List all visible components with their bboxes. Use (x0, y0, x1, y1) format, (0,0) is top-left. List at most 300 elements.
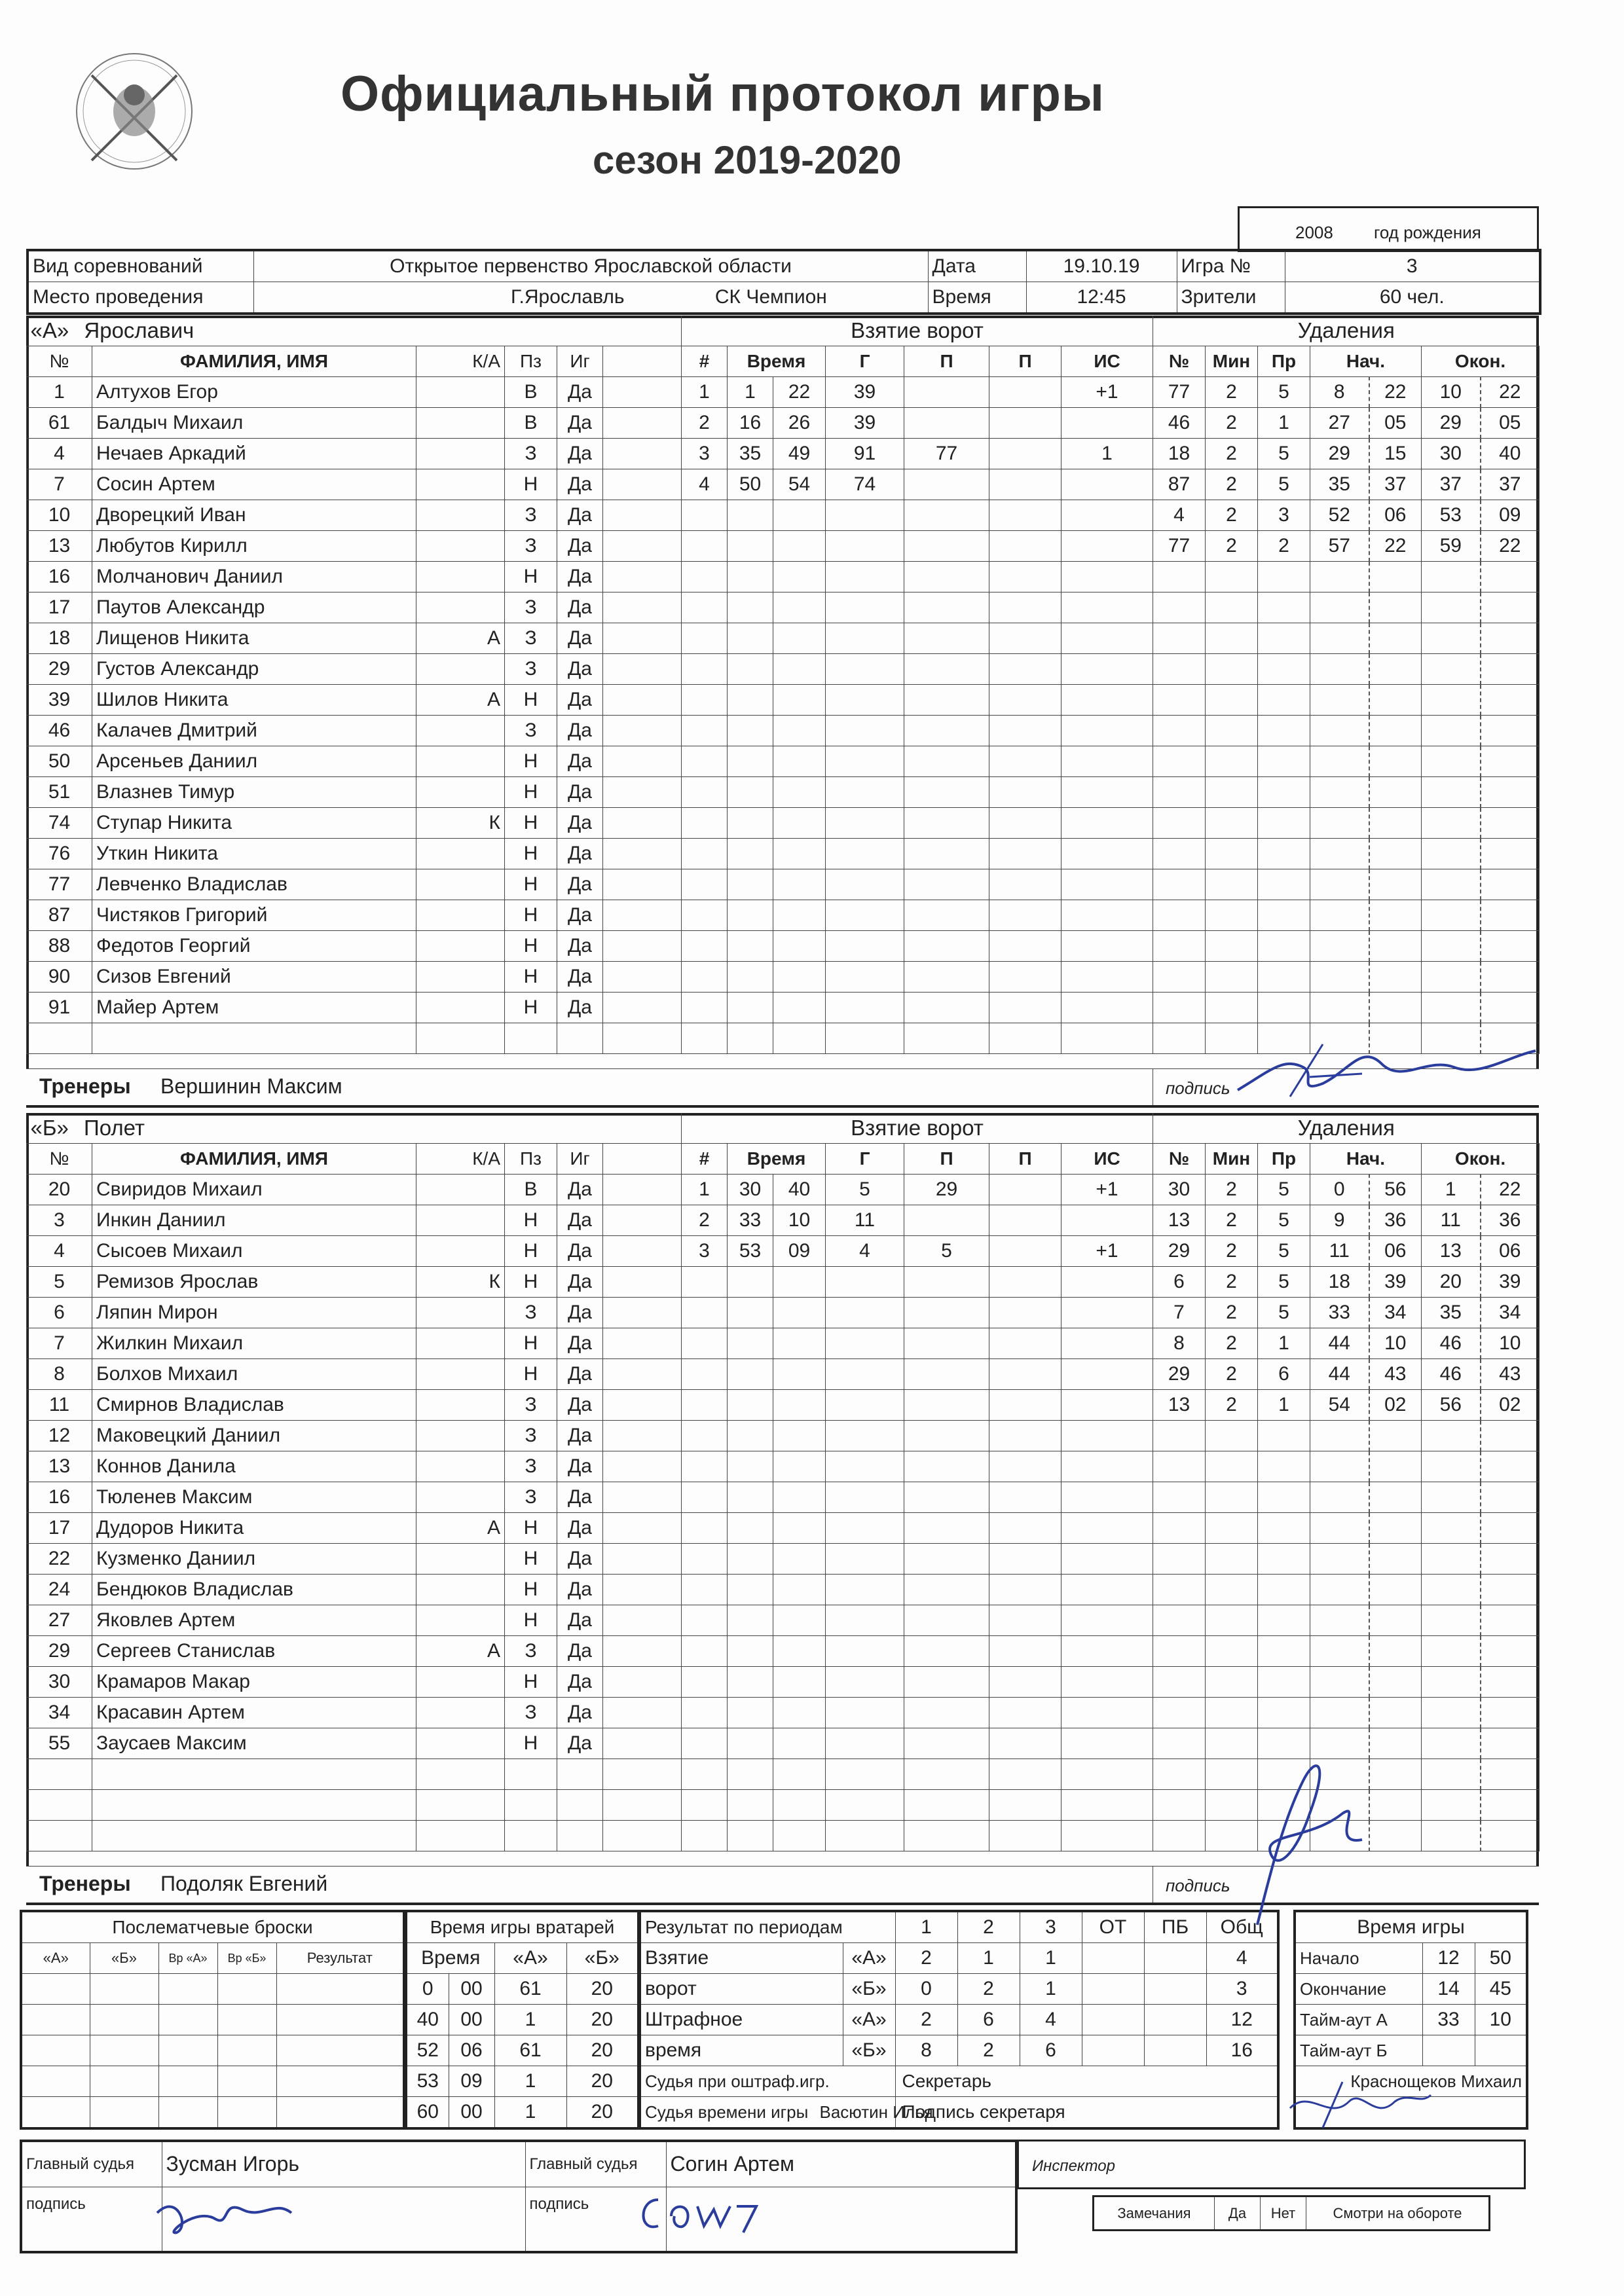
goal-cell (773, 962, 826, 993)
goal-cell (826, 1636, 904, 1667)
goals-b-total: 3 (1206, 1974, 1278, 2005)
penalty-cell: 34 (1369, 1298, 1422, 1328)
penalty-cell: 10 (1422, 377, 1481, 408)
penalty-cell (1206, 746, 1258, 777)
goal-cell (773, 500, 826, 531)
penalty-cell (1310, 777, 1369, 808)
penalty-row (1153, 562, 1540, 592)
goal-cell (904, 1451, 989, 1482)
player-position: Н (505, 993, 557, 1023)
player-position: Н (505, 1328, 557, 1359)
team_a-goals-table (681, 316, 1153, 1054)
penalty-cell (1422, 1451, 1481, 1482)
goal-cell (1061, 746, 1153, 777)
penalty-cell (1481, 623, 1540, 654)
penalty-cell (1310, 869, 1369, 900)
goal-cell: 74 (826, 469, 904, 500)
player-name (92, 1023, 416, 1054)
player-position: Н (505, 1359, 557, 1390)
penalty-cell: 22 (1481, 531, 1540, 562)
goal-cell (989, 839, 1061, 869)
goal-cell (989, 777, 1061, 808)
remarks-yes[interactable]: Да (1215, 2196, 1261, 2231)
goalie-sec: 09 (449, 2066, 494, 2097)
player-role (416, 993, 505, 1023)
team_b-title (27, 1113, 682, 1144)
goal-cell (904, 685, 989, 716)
remarks-label: Замечания (1094, 2196, 1215, 2231)
goal-cell (728, 1728, 773, 1759)
goal-row (682, 1023, 1153, 1054)
penalty-row (1153, 1698, 1540, 1728)
venue-value (253, 282, 928, 314)
player-number: 6 (27, 1298, 92, 1328)
player-row (27, 1698, 682, 1728)
goal-cell (773, 1698, 826, 1728)
penalty-cell (1206, 1698, 1258, 1728)
goal-row (682, 746, 1153, 777)
player-role (416, 1175, 505, 1205)
player-role (416, 1790, 505, 1821)
goal-cell (728, 1023, 773, 1054)
goal-cell (989, 439, 1061, 469)
player-name: Ляпин Мирон (92, 1298, 416, 1328)
player-name: Левченко Владислав (92, 869, 416, 900)
goal-cell (773, 1544, 826, 1575)
player-name: Сосин Артем (92, 469, 416, 500)
col-no: № (27, 1144, 92, 1175)
player-name: Яковлев Артем (92, 1605, 416, 1636)
player-position: З (505, 1636, 557, 1667)
penalty-cell (1153, 777, 1206, 808)
pim-team-b-label: «Б» (843, 2035, 895, 2066)
penalty-cell: 59 (1422, 531, 1481, 562)
season-subtitle: сезон 2019-2020 (593, 138, 902, 182)
goal-row (682, 1728, 1153, 1759)
player-plays: Да (557, 592, 603, 623)
goal-cell (773, 869, 826, 900)
penalty-cell: 11 (1310, 1236, 1369, 1267)
player-number: 1 (27, 377, 92, 408)
penalty-cell (1481, 1513, 1540, 1544)
penalty-cell (1206, 993, 1258, 1023)
penalty-cell (1153, 869, 1206, 900)
goal-cell (1061, 500, 1153, 531)
penalty-cell (1369, 716, 1422, 746)
player-role (416, 716, 505, 746)
penalty-cell: 35 (1422, 1298, 1481, 1328)
goal-cell (773, 685, 826, 716)
goal-cell (1061, 1482, 1153, 1513)
team_a-name: Ярославич (84, 318, 194, 342)
penalty-cell (1258, 746, 1310, 777)
penalty-cell (1153, 1482, 1206, 1513)
penalty-cell (1481, 716, 1540, 746)
penalty-cell: 05 (1369, 408, 1422, 439)
player-plays: Да (557, 1728, 603, 1759)
goal-cell (989, 562, 1061, 592)
inspector-label: Инспектор (1032, 2157, 1115, 2175)
goal-cell (728, 1359, 773, 1390)
goal-cell (826, 716, 904, 746)
penalty-cell: 46 (1153, 408, 1206, 439)
goal-cell (682, 1605, 728, 1636)
player-position: З (505, 1298, 557, 1328)
player-number: 74 (27, 808, 92, 839)
goal-cell (728, 746, 773, 777)
goal-cell (1061, 869, 1153, 900)
penalty-cell (1153, 1605, 1206, 1636)
goal-cell (989, 746, 1061, 777)
goal-cell (826, 746, 904, 777)
goal-cell (904, 623, 989, 654)
game-info-table (26, 249, 1541, 315)
date-label: Дата (928, 250, 1026, 282)
player-position: З (505, 1482, 557, 1513)
penalty-cell (1422, 1821, 1481, 1851)
player-position (505, 1759, 557, 1790)
player-row (27, 839, 682, 869)
penalty-cell (1206, 1513, 1258, 1544)
goalie-row (406, 2035, 638, 2066)
penalty-cell (1206, 1605, 1258, 1636)
penalty-cell: 5 (1258, 1175, 1310, 1205)
goal-row (682, 1421, 1153, 1451)
period-results-table (638, 1910, 1280, 2130)
goal-cell: 33 (728, 1205, 773, 1236)
goal-cell: 5 (826, 1175, 904, 1205)
penalty-cell (1206, 931, 1258, 962)
player-number: 87 (27, 900, 92, 931)
penalty-cell (1422, 1667, 1481, 1698)
penalty-cell (1310, 993, 1369, 1023)
penalty-judge-label: Судья при оштраф.игр. (640, 2066, 895, 2097)
penalty-cell (1369, 592, 1422, 623)
goal-cell (773, 1821, 826, 1851)
goals-a-total: 4 (1206, 1943, 1278, 1974)
pen-col-pr: Пр (1258, 1144, 1310, 1175)
player-number: 34 (27, 1698, 92, 1728)
player-role (416, 1575, 505, 1605)
player-row (27, 1205, 682, 1236)
penalty-cell: 2 (1206, 408, 1258, 439)
player-plays: Да (557, 869, 603, 900)
goal-cell (1061, 1544, 1153, 1575)
penalty-cell: 57 (1310, 531, 1369, 562)
goal-cell (989, 962, 1061, 993)
penalty-cell: 77 (1153, 531, 1206, 562)
player-position: Н (505, 1605, 557, 1636)
goal-cell (682, 1421, 728, 1451)
player-name: Заусаев Максим (92, 1728, 416, 1759)
goal-cell (773, 900, 826, 931)
penalty-cell: 37 (1369, 469, 1422, 500)
player-name: Федотов Георгий (92, 931, 416, 962)
pim-a-so (1144, 2005, 1206, 2035)
player-row (27, 1821, 682, 1851)
penalty-cell (1481, 931, 1540, 962)
goal-row (682, 1513, 1153, 1544)
goal-cell (728, 839, 773, 869)
game-end-label: Окончание (1295, 1974, 1422, 2005)
player-role (416, 1390, 505, 1421)
penalty-cell (1422, 993, 1481, 1023)
player-name: Смирнов Владислав (92, 1390, 416, 1421)
goal-cell (904, 1421, 989, 1451)
goal-cell (773, 931, 826, 962)
player-role (416, 869, 505, 900)
penalty-cell: 10 (1369, 1328, 1422, 1359)
penalty-cell: 43 (1369, 1359, 1422, 1390)
player-name: Нечаев Аркадий (92, 439, 416, 469)
player-role: А (416, 1513, 505, 1544)
penalty-cell (1422, 592, 1481, 623)
goalie-a: 1 (494, 2066, 566, 2097)
goal-cell (989, 1667, 1061, 1698)
goal-cell (773, 993, 826, 1023)
penalty-row (1153, 1205, 1540, 1236)
team_b-coach-label: Тренеры (39, 1872, 131, 1895)
player-role (416, 500, 505, 531)
player-plays: Да (557, 562, 603, 592)
player-name: Инкин Даниил (92, 1205, 416, 1236)
penalty-cell (1206, 869, 1258, 900)
time-judge-label: Судья времени игры (645, 2102, 809, 2122)
penalty-cell (1422, 1544, 1481, 1575)
penalty-row (1153, 1390, 1540, 1421)
player-number: 90 (27, 962, 92, 993)
penalty-cell: 29 (1310, 439, 1369, 469)
goal-col-time: Время (728, 1144, 826, 1175)
goal-cell (682, 623, 728, 654)
goal-cell (826, 1267, 904, 1298)
penalty-cell (1258, 562, 1310, 592)
player-position: З (505, 1698, 557, 1728)
player-position (505, 1790, 557, 1821)
penalty-cell (1258, 1451, 1310, 1482)
penalty-cell (1481, 900, 1540, 931)
penalty-cell (1369, 1513, 1422, 1544)
player-position: З (505, 592, 557, 623)
goal-cell (1061, 1023, 1153, 1054)
player-number (27, 1023, 92, 1054)
col-ka: К/А (416, 346, 505, 377)
goal-cell (682, 716, 728, 746)
goal-cell (728, 1698, 773, 1728)
goal-col-goal: Г (826, 346, 904, 377)
player-row (27, 931, 682, 962)
penalty-cell: 5 (1258, 1236, 1310, 1267)
goal-cell: 26 (773, 408, 826, 439)
goals-team-a-label: «А» (843, 1943, 895, 1974)
goal-cell (1061, 1605, 1153, 1636)
penalty-cell (1206, 1482, 1258, 1513)
player-number: 7 (27, 1328, 92, 1359)
player-name: Коннов Данила (92, 1451, 416, 1482)
player-plays (557, 1023, 603, 1054)
player-name: Влазнев Тимур (92, 777, 416, 808)
penalty-cell (1206, 623, 1258, 654)
player-position: Н (505, 962, 557, 993)
goal-cell (904, 869, 989, 900)
penalty-cell (1206, 1451, 1258, 1482)
goal-cell (682, 531, 728, 562)
penalty-row (1153, 1636, 1540, 1667)
goal-cell (904, 931, 989, 962)
goal-cell (904, 1328, 989, 1359)
goalie-min: 52 (406, 2035, 449, 2066)
penalty-cell (1153, 685, 1206, 716)
goal-cell: 50 (728, 469, 773, 500)
penalty-cell (1206, 592, 1258, 623)
goal-cell (682, 1328, 728, 1359)
player-row (27, 1298, 682, 1328)
penalty-cell (1153, 746, 1206, 777)
goal-cell (989, 1513, 1061, 1544)
penalty-row (1153, 931, 1540, 962)
player-number: 24 (27, 1575, 92, 1605)
penalty-cell (1258, 808, 1310, 839)
penalty-cell (1369, 1636, 1422, 1667)
penalty-row (1153, 592, 1540, 623)
goal-cell (773, 1759, 826, 1790)
goal-cell (904, 1267, 989, 1298)
penalty-cell (1481, 869, 1540, 900)
goal-cell (1061, 962, 1153, 993)
goal-cell (904, 1513, 989, 1544)
player-role (416, 839, 505, 869)
periods-title: Результат по периодам (640, 1911, 895, 1943)
penalty-cell (1481, 654, 1540, 685)
penalty-cell (1153, 1544, 1206, 1575)
goal-cell: +1 (1061, 1175, 1153, 1205)
penalty-cell (1153, 808, 1206, 839)
goal-cell (904, 1667, 989, 1698)
penalty-cell: 36 (1481, 1205, 1540, 1236)
remarks-no[interactable]: Нет (1261, 2196, 1306, 2231)
player-number: 29 (27, 654, 92, 685)
penalty-cell: 05 (1481, 408, 1540, 439)
player-role (416, 1759, 505, 1790)
player-number: 51 (27, 777, 92, 808)
penalty-cell: 2 (1206, 1175, 1258, 1205)
goals-b-ot (1082, 1974, 1144, 2005)
player-plays: Да (557, 1605, 603, 1636)
player-row (27, 685, 682, 716)
penalty-cell (1481, 1605, 1540, 1636)
goal-cell (773, 654, 826, 685)
penalty-row (1153, 1667, 1540, 1698)
game-number: 3 (1285, 250, 1540, 282)
shootout-title: Послематчевые броски (21, 1911, 404, 1943)
penalty-cell: 29 (1422, 408, 1481, 439)
goal-cell (682, 746, 728, 777)
goal-cell (728, 962, 773, 993)
penalty-cell (1422, 1421, 1481, 1451)
penalty-cell: 39 (1369, 1267, 1422, 1298)
goal-cell (773, 1328, 826, 1359)
penalty-cell: 2 (1206, 439, 1258, 469)
goal-row (682, 592, 1153, 623)
penalty-cell (1369, 1790, 1422, 1821)
penalty-cell (1422, 1790, 1481, 1821)
pim-label-1: Штрафное (640, 2005, 843, 2035)
player-position: З (505, 1390, 557, 1421)
player-role (416, 1667, 505, 1698)
player-number: 10 (27, 500, 92, 531)
player-row (27, 808, 682, 839)
pim-b-p3: 6 (1020, 2035, 1082, 2066)
goal-cell (773, 623, 826, 654)
goal-cell (728, 1451, 773, 1482)
pim-b-so (1144, 2035, 1206, 2066)
player-name: Сизов Евгений (92, 962, 416, 993)
goal-cell (682, 1636, 728, 1667)
goal-cell (826, 500, 904, 531)
penalty-cell (1310, 808, 1369, 839)
goal-cell (989, 716, 1061, 746)
goal-row (682, 931, 1153, 962)
goalie-b: 20 (566, 2035, 638, 2066)
penalty-row (1153, 469, 1540, 500)
goal-col-num: # (682, 346, 728, 377)
player-plays (557, 1790, 603, 1821)
penalty-cell (1310, 1575, 1369, 1605)
goal-cell: 1 (682, 1175, 728, 1205)
penalty-cell (1310, 1421, 1369, 1451)
penalty-cell (1422, 1513, 1481, 1544)
penalty-cell: 0 (1310, 1175, 1369, 1205)
penalty-row (1153, 1513, 1540, 1544)
penalty-cell (1258, 1636, 1310, 1667)
player-row (27, 900, 682, 931)
date-value: 19.10.19 (1026, 250, 1177, 282)
goal-cell (989, 377, 1061, 408)
player-plays: Да (557, 1667, 603, 1698)
player-role: К (416, 1267, 505, 1298)
penalty-cell (1481, 685, 1540, 716)
player-position: В (505, 408, 557, 439)
goal-cell (904, 408, 989, 439)
penalty-row (1153, 1175, 1540, 1205)
penalty-cell (1153, 900, 1206, 931)
player-position: З (505, 654, 557, 685)
player-name: Густов Александр (92, 654, 416, 685)
goal-col-is: ИС (1061, 346, 1153, 377)
venue-label: Место проведения (28, 282, 253, 314)
period-col-2: 2 (957, 1911, 1020, 1943)
penalty-cell: 37 (1481, 469, 1540, 500)
chief-judge-2-sign-label: подпись (525, 2187, 666, 2252)
player-role (416, 1359, 505, 1390)
remarks-see-back: Смотри на обороте (1306, 2196, 1490, 2231)
goal-cell (728, 1513, 773, 1544)
inspector-box (1017, 2140, 1526, 2189)
player-row (27, 562, 682, 592)
goals-b-p3: 1 (1020, 1974, 1082, 2005)
penalty-cell (1422, 1759, 1481, 1790)
goal-col-time: Время (728, 346, 826, 377)
player-plays: Да (557, 1575, 603, 1605)
player-role (416, 1728, 505, 1759)
goal-cell (904, 469, 989, 500)
goal-row (682, 408, 1153, 439)
goal-row (682, 1298, 1153, 1328)
goal-cell (1061, 531, 1153, 562)
penalty-cell (1206, 1421, 1258, 1451)
goalie-min: 60 (406, 2097, 449, 2129)
birth-year: 2008 (1295, 223, 1333, 242)
